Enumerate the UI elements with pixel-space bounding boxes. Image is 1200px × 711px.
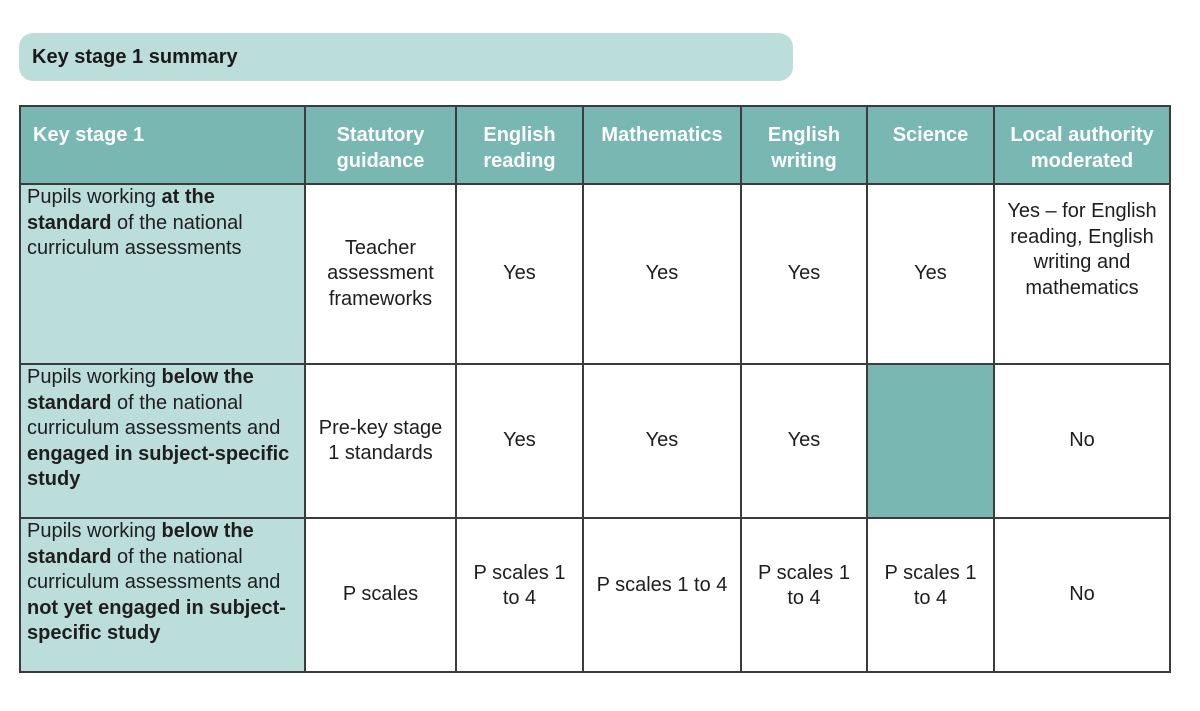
table-row xyxy=(20,364,1170,518)
cell-mathematics: Yes xyxy=(583,364,741,518)
cell-english-writing: P scales 1 to 4 xyxy=(741,518,867,672)
label-text: of the national curriculum assessments xyxy=(27,211,243,259)
label-text: Pupils working xyxy=(27,520,162,542)
header-science: Science xyxy=(867,106,994,184)
summary-title: Key stage 1 summary xyxy=(19,33,793,81)
cell-english-reading: Yes xyxy=(456,364,583,518)
table-row xyxy=(20,184,1170,364)
label-emphasis: below the standard xyxy=(27,366,254,414)
header-key-stage: Key stage 1 xyxy=(20,106,305,184)
cell-science: P scales 1 to 4 xyxy=(867,518,994,672)
row-label-at-standard xyxy=(20,184,305,364)
label-text: of the national curriculum assessments and xyxy=(27,391,281,439)
header-statutory-guidance: Statutory guidance xyxy=(305,106,456,184)
label-emphasis: engaged in subject-specific study xyxy=(27,442,290,490)
row-label-below-standard-not-engaged xyxy=(20,518,305,672)
cell-local-authority-moderated: No xyxy=(994,518,1170,672)
table-header-row xyxy=(20,106,1170,184)
cell-english-reading: P scales 1 to 4 xyxy=(456,518,583,672)
cell-mathematics: Yes xyxy=(583,184,741,364)
label-emphasis: below the standard xyxy=(27,520,254,568)
cell-science: Yes xyxy=(867,184,994,364)
table-row xyxy=(20,518,1170,672)
header-english-reading: English reading xyxy=(456,106,583,184)
row-label-below-standard-engaged xyxy=(20,364,305,518)
cell-statutory-guidance: Teacher assessment frameworks xyxy=(305,184,456,364)
cell-mathematics: P scales 1 to 4 xyxy=(583,518,741,672)
header-local-authority-moderated: Local authority moderated xyxy=(994,106,1170,184)
cell-statutory-guidance: P scales xyxy=(305,518,456,672)
cell-science-shaded xyxy=(867,364,994,518)
label-emphasis: at the standard xyxy=(27,186,215,234)
key-stage-summary-table xyxy=(19,105,1171,673)
cell-local-authority-moderated: No xyxy=(994,364,1170,518)
label-text: Pupils working xyxy=(27,366,162,388)
label-text: Pupils working xyxy=(27,186,162,208)
cell-statutory-guidance: Pre-key stage 1 standards xyxy=(305,364,456,518)
header-mathematics: Mathematics xyxy=(583,106,741,184)
label-text: of the national curriculum assessments and xyxy=(27,545,281,593)
label-emphasis: not yet engaged in subject-specific study xyxy=(27,596,286,644)
cell-english-reading: Yes xyxy=(456,184,583,364)
header-english-writing: English writing xyxy=(741,106,867,184)
cell-english-writing: Yes xyxy=(741,364,867,518)
cell-local-authority-moderated: Yes – for English reading, English writing and mathematics xyxy=(994,184,1170,364)
cell-english-writing: Yes xyxy=(741,184,867,364)
